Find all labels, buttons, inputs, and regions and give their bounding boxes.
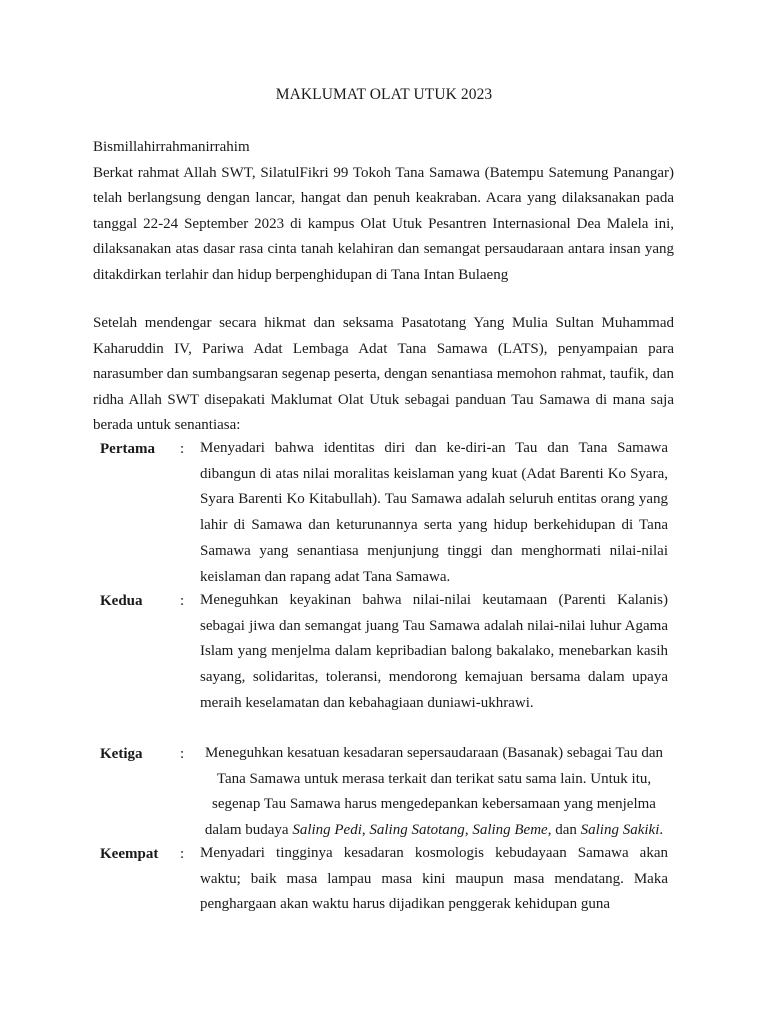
item-colon: : [180,746,185,762]
opening-paragraph-block [93,135,674,289]
item-colon: : [180,441,185,457]
term-saling-satotang: Saling Satotang [369,822,465,839]
term-saling-sakiki: Saling Sakiki [580,822,660,839]
item-text-line: Meneguhkan kesatuan kesadaran sepersaudaraan (Basanak) sebagai Tau dan [204,745,664,761]
item-colon: : [180,846,185,862]
line-end: . [659,822,664,839]
list-item [100,588,670,741]
resolution-list [100,436,670,918]
separator: , dan [547,822,581,839]
paragraph-1: Berkat rahmat Allah SWT, SilatulFikri 99 Tokoh Tana Samawa (Batempu Satemung Panangar) telah berlangsung dengan lancar, hangat dan penuh keakraban. Acara yang dilaksanakan pada tanggal 22-24 September 2023 di kampus Olat Utuk Pesantren Internasional Dea Malela ini, dilaksanakan atas dasar rasa cinta tanah kelahiran dan semangat persaudaraan antara insan yang ditakdirkan terlahir dan hidup berpenghidupan di Tana Intan Bulaeng [93,164,674,283]
list-item [100,436,670,588]
term-saling-beme: Saling Beme [472,822,548,839]
separator: , [361,822,370,839]
document-title: MAKLUMAT OLAT UTUK 2023 [275,86,493,103]
item-text: Menyadari bahwa identitas diri dan ke-diri-an Tau dan Tana Samawa dibangun di atas nilai moralitas keislaman yang kuat (Adat Barenti Ko Syara, Syara Barenti Ko Kitabullah). Tau Samawa adalah seluruh entitas orang yang lahir di Samawa dan keturunannya serta yang hidup berkehidupan di Tana Samawa yang senantiasa menjunjung tinggi dan menghormati nilai-nilai keislaman dan rapang adat Tana Samawa. [200,440,668,585]
item-label: Keempat [100,846,159,862]
item-text-line: Tana Samawa untuk merasa terkait dan terikat satu sama lain. Untuk itu, [216,770,652,787]
item-label: Kedua [100,593,143,609]
line-prefix: dalam budaya [204,822,293,839]
item-text-line: segenap Tau Samawa harus mengedepankan kebersamaan yang menjelma [212,796,656,813]
list-item [100,841,670,918]
term-saling-pedi: Saling Pedi [292,822,362,839]
item-text: Meneguhkan keyakinan bahwa nilai-nilai keutamaan (Parenti Kalanis) sebagai jiwa dan semangat juang Tau Samawa adalah nilai-nilai luhur Agama Islam yang menjelma dalam kepribadian balong bakalako, menebarkan kasih sayang, solidaritas, toleransi, mendorong kemajuan bersama dalam upaya meraih keselamatan dan kebahagiaan duniawi-ukhrawi. [200,592,668,711]
item-text [200,741,668,844]
separator: , [464,822,473,839]
opening-salutation: Bismillahirrahmanirrahim [93,139,250,155]
item-text-line [200,818,668,844]
item-label: Ketiga [100,746,143,762]
paragraph-2-block [93,311,674,439]
item-colon: : [180,593,185,609]
item-text: Menyadari tingginya kesadaran kosmologis kebudayaan Samawa akan waktu; baik masa lampau masa kini maupun masa mendatang. Maka penghargaan akan waktu harus dijadikan penggerak kehidupan guna [200,845,668,913]
list-item [100,741,670,841]
paragraph-2: Setelah mendengar secara hikmat dan seksama Pasatotang Yang Mulia Sultan Muhammad Kaharuddin IV, Pariwa Adat Lembaga Adat Tana Samawa (LATS), penyampaian para narasumber dan sumbangsaran segenap peserta, dengan senantiasa memohon rahmat, taufik, dan ridha Allah SWT disepakati Maklumat Olat Utuk sebagai panduan Tau Samawa di mana saja berada untuk senantiasa: [93,315,674,434]
item-label: Pertama [100,441,155,457]
